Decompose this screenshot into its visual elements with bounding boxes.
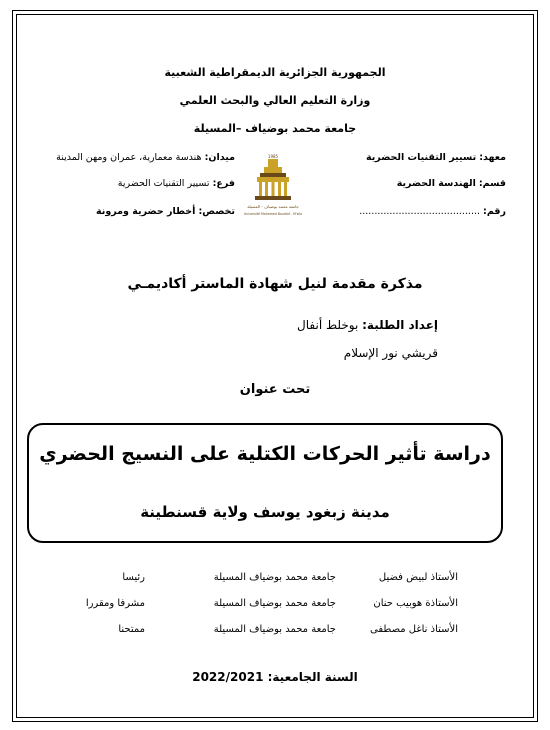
- specialty-row: [96, 206, 235, 217]
- jury-2-name: الأستاذة هوبيب حنان: [373, 598, 458, 609]
- jury-3-university: جامعة محمد بوضياف المسيلة: [213, 624, 336, 635]
- field-row: [56, 152, 235, 163]
- jury-1-name: الأستاذ لبيض فضيل: [378, 572, 458, 583]
- thesis-title-line-1: دراسة تأثير الحركات الكتلية على النسيج الحضري: [39, 443, 491, 465]
- field-label: ميدان:: [204, 152, 235, 163]
- branch-row: [118, 178, 235, 189]
- department-row: [397, 178, 506, 189]
- university-line: جامعة محمد بوضياف –المسيلة: [193, 122, 357, 135]
- page-border-inner: [16, 14, 534, 718]
- department-value: الهندسة الحضرية: [396, 178, 476, 189]
- jury-3-role: ممتحنا: [118, 624, 145, 635]
- academic-year-label: السنة الجامعية:: [267, 670, 358, 684]
- jury-2-role: مشرفا ومقررا: [85, 598, 145, 609]
- specialty-label: تخصص:: [198, 206, 235, 217]
- jury-3-name: الأستاذ ناغل مصطفى: [370, 624, 458, 635]
- department-label: قسم:: [478, 178, 506, 189]
- branch-value: تسيير التقنيات الحضرية: [117, 178, 210, 189]
- branch-label: فرع:: [212, 178, 235, 189]
- university-logo: [243, 152, 303, 222]
- students-row: [297, 318, 438, 332]
- republic-line: الجمهورية الجزائرية الديمقراطية الشعبية: [164, 66, 386, 79]
- thesis-title-line-2: مدينة زبغود يوسف ولاية قسنطينة: [140, 503, 390, 521]
- under-title: تحت عنوان: [239, 382, 311, 397]
- logo-year: 1985: [267, 154, 279, 159]
- logo-name-ar: جامعة محمد بوضياف - المسيلة: [247, 204, 299, 209]
- student-2: قريشي نور الإسلام: [343, 346, 438, 360]
- jury-1-university: جامعة محمد بوضياف المسيلة: [213, 572, 336, 583]
- jury-1-role: رئيسا: [122, 572, 145, 583]
- memo-title: مذكرة مقدمة لنيل شهادة الماستر أكاديمـي: [127, 276, 423, 292]
- jury-2-university: جامعة محمد بوضياف المسيلة: [213, 598, 336, 609]
- number-row: [359, 206, 506, 217]
- number-label: رقم:: [483, 206, 506, 217]
- number-dots: ........................................: [359, 206, 481, 217]
- institute-row: [366, 152, 506, 163]
- students-label: إعداد الطلبة:: [362, 318, 438, 332]
- institute-label: معهد:: [479, 152, 506, 163]
- university-logo-icon: [243, 152, 303, 222]
- logo-name-latin: Université Mohamed Boudiaf - M'sila: [243, 212, 303, 216]
- thesis-title-box: [27, 423, 503, 543]
- specialty-value: أخطار حضرية ومرونة: [96, 206, 196, 217]
- student-1: بوخلط أنفال: [297, 318, 359, 332]
- academic-year-value: 2022/2021: [192, 670, 264, 684]
- field-value: هندسة معمارية، عمران ومهن المدينة: [56, 152, 202, 163]
- institute-value: تسيير التقنيات الحضرية: [365, 152, 477, 163]
- ministry-line: وزارة التعليم العالي والبحث العلمي: [179, 94, 371, 107]
- academic-year: [0, 670, 550, 684]
